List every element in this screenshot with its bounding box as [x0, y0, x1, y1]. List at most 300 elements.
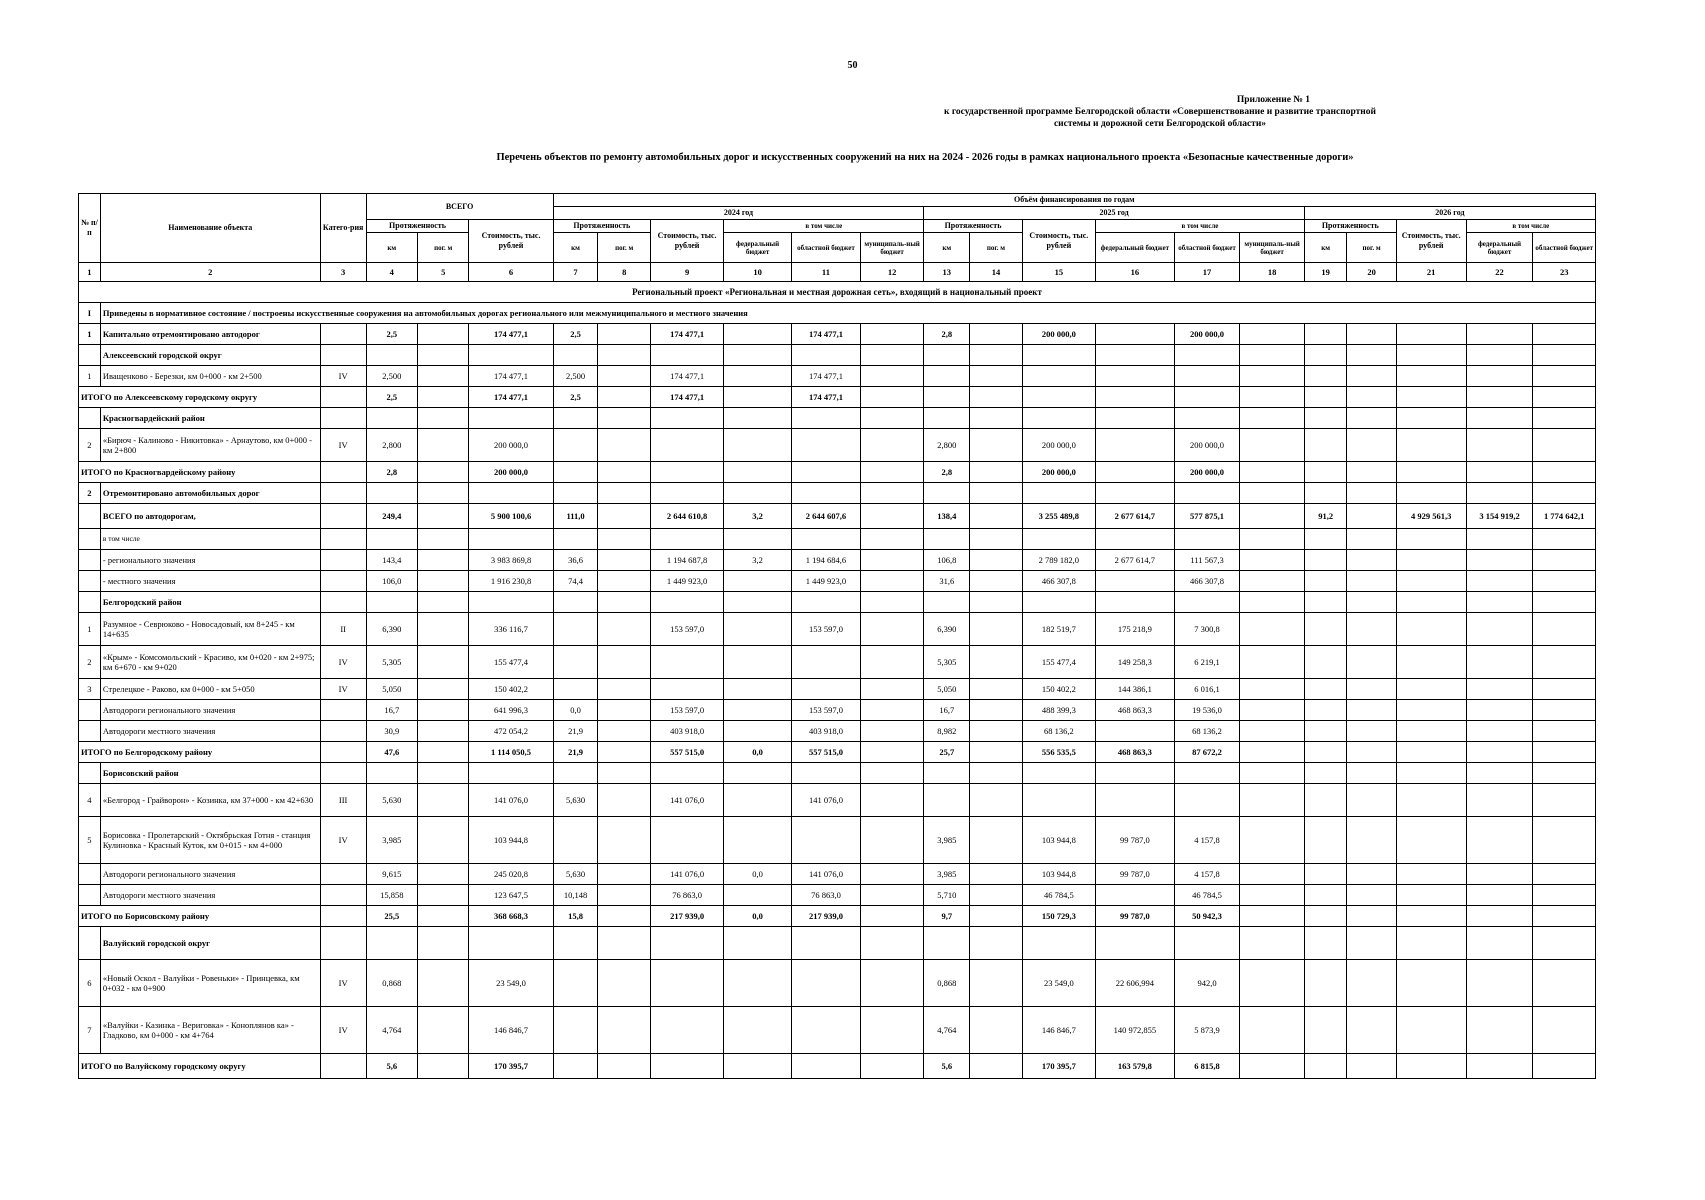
value-cell	[469, 345, 553, 366]
value-cell	[418, 864, 469, 885]
value-cell	[792, 462, 861, 483]
value-cell	[418, 550, 469, 571]
value-cell: 200 000,0	[1174, 462, 1240, 483]
value-cell	[970, 927, 1022, 960]
value-cell	[1240, 784, 1305, 817]
value-cell: 5,305	[366, 646, 417, 679]
district-name: Красногвардейский район	[100, 408, 320, 429]
column-number: 9	[650, 263, 723, 282]
category	[320, 906, 366, 927]
value-cell: 4,764	[924, 1007, 970, 1054]
value-cell	[792, 345, 861, 366]
row-number: 5	[79, 817, 101, 864]
value-cell	[650, 817, 723, 864]
value-cell	[792, 679, 861, 700]
value-cell: 106,8	[924, 550, 970, 571]
value-cell	[418, 1007, 469, 1054]
value-cell	[1347, 462, 1396, 483]
value-cell	[724, 817, 792, 864]
value-cell: 336 116,7	[469, 613, 553, 646]
value-cell	[860, 550, 923, 571]
value-cell: 4,764	[366, 1007, 417, 1054]
value-cell	[924, 483, 970, 504]
value-cell: 31,6	[924, 571, 970, 592]
value-cell	[1022, 387, 1095, 408]
header-2025-km: км	[924, 233, 970, 263]
header-num: № п/п	[79, 194, 101, 263]
value-cell: 3,985	[924, 817, 970, 864]
value-cell	[1396, 646, 1466, 679]
value-cell	[1466, 483, 1533, 504]
table-row	[79, 960, 1596, 1007]
value-cell: 141 076,0	[650, 784, 723, 817]
value-cell	[598, 366, 650, 387]
value-cell	[1466, 429, 1533, 462]
header-2024-km: км	[553, 233, 598, 263]
table-row	[79, 817, 1596, 864]
value-cell: 141 076,0	[792, 864, 861, 885]
table-row	[79, 303, 1596, 324]
value-cell: 6 016,1	[1174, 679, 1240, 700]
category	[320, 550, 366, 571]
value-cell	[418, 387, 469, 408]
value-cell	[1022, 366, 1095, 387]
value-cell: 5,710	[924, 885, 970, 906]
object-name: в том числе	[100, 529, 320, 550]
section-title: Региональный проект «Региональная и местная дорожная сеть», входящий в национальный проект	[79, 282, 1596, 303]
value-cell	[553, 345, 598, 366]
category: IV	[320, 679, 366, 700]
value-cell	[1347, 817, 1396, 864]
objects-table	[78, 193, 1596, 1079]
value-cell: 174 477,1	[792, 366, 861, 387]
value-cell	[924, 592, 970, 613]
value-cell	[970, 592, 1022, 613]
district-name: Алексеевский городской округ	[100, 345, 320, 366]
value-cell	[724, 429, 792, 462]
value-cell: 138,4	[924, 504, 970, 529]
category	[320, 483, 366, 504]
value-cell: 2,5	[553, 387, 598, 408]
header-2026-pogm: пог. м	[1347, 233, 1396, 263]
value-cell	[924, 345, 970, 366]
value-cell	[598, 483, 650, 504]
value-cell: 141 076,0	[469, 784, 553, 817]
value-cell	[1174, 345, 1240, 366]
value-cell	[792, 763, 861, 784]
object-name: - местного значения	[100, 571, 320, 592]
value-cell: 0,868	[924, 960, 970, 1007]
object-name: Борисовка - Пролетарский - Октябрьская Готня - станция Кулиновка - Красный Куток, км 0+015 - км 4+000	[100, 817, 320, 864]
value-cell: 5,305	[924, 646, 970, 679]
value-cell	[970, 462, 1022, 483]
value-cell	[650, 462, 723, 483]
value-cell	[924, 927, 970, 960]
value-cell	[724, 592, 792, 613]
value-cell: 9,615	[366, 864, 417, 885]
value-cell	[650, 679, 723, 700]
value-cell	[418, 906, 469, 927]
value-cell: 46 784,5	[1022, 885, 1095, 906]
value-cell	[1533, 462, 1596, 483]
value-cell: 2 677 614,7	[1095, 504, 1174, 529]
value-cell	[1466, 408, 1533, 429]
value-cell: 249,4	[366, 504, 417, 529]
value-cell	[598, 885, 650, 906]
value-cell	[1533, 366, 1596, 387]
header-2026-cost: Стоимость, тыс. рублей	[1396, 220, 1466, 263]
value-cell	[724, 571, 792, 592]
value-cell: 153 597,0	[650, 613, 723, 646]
value-cell	[1347, 408, 1396, 429]
table-row	[79, 742, 1596, 763]
column-number: 17	[1174, 263, 1240, 282]
value-cell: 403 918,0	[650, 721, 723, 742]
category	[320, 700, 366, 721]
value-cell	[792, 817, 861, 864]
value-cell	[1533, 646, 1596, 679]
value-cell	[650, 763, 723, 784]
value-cell	[598, 429, 650, 462]
value-cell	[418, 784, 469, 817]
object-name: «Белгород - Грайворон» - Козинка, км 37+000 - км 42+630	[100, 784, 320, 817]
value-cell: 466 307,8	[1174, 571, 1240, 592]
value-cell	[1533, 429, 1596, 462]
column-number: 10	[724, 263, 792, 282]
value-cell	[553, 462, 598, 483]
value-cell	[598, 387, 650, 408]
header-2025-cost: Стоимость, тыс. рублей	[1022, 220, 1095, 263]
object-name: Автодороги регионального значения	[100, 864, 320, 885]
value-cell: 1 774 642,1	[1533, 504, 1596, 529]
value-cell	[860, 462, 923, 483]
value-cell	[970, 721, 1022, 742]
object-name: Разумное - Севрюково - Новосадовый, км 8+245 - км 14+635	[100, 613, 320, 646]
value-cell: 6 219,1	[1174, 646, 1240, 679]
value-cell: 111 567,3	[1174, 550, 1240, 571]
category	[320, 742, 366, 763]
column-number: 4	[366, 263, 417, 282]
value-cell	[724, 1054, 792, 1079]
value-cell	[1304, 387, 1347, 408]
value-cell	[724, 408, 792, 429]
row-number: 2	[79, 429, 101, 462]
value-cell	[1240, 885, 1305, 906]
value-cell	[1095, 529, 1174, 550]
value-cell	[598, 529, 650, 550]
value-cell: 488 399,3	[1022, 700, 1095, 721]
header-year-2025: 2025 год	[924, 207, 1305, 220]
row-number	[79, 345, 101, 366]
value-cell	[1240, 721, 1305, 742]
value-cell	[650, 345, 723, 366]
appendix-note	[900, 94, 1420, 130]
category	[320, 927, 366, 960]
value-cell	[1347, 679, 1396, 700]
value-cell	[598, 927, 650, 960]
value-cell	[1022, 345, 1095, 366]
row-number: 1	[79, 324, 101, 345]
category	[320, 885, 366, 906]
value-cell	[1304, 550, 1347, 571]
row-number	[79, 550, 101, 571]
value-cell	[860, 483, 923, 504]
value-cell	[469, 483, 553, 504]
header-total-cost: Стоимость, тыс. рублей	[469, 220, 553, 263]
value-cell	[792, 529, 861, 550]
header-2026-incl: в том числе	[1466, 220, 1595, 233]
value-cell	[970, 613, 1022, 646]
value-cell: 149 258,3	[1095, 646, 1174, 679]
value-cell	[598, 571, 650, 592]
value-cell: 468 863,3	[1095, 700, 1174, 721]
value-cell	[1466, 366, 1533, 387]
value-cell	[418, 462, 469, 483]
value-cell: 5 873,9	[1174, 1007, 1240, 1054]
category	[320, 324, 366, 345]
value-cell	[1396, 483, 1466, 504]
value-cell: 7 300,8	[1174, 613, 1240, 646]
value-cell	[1304, 366, 1347, 387]
value-cell	[1533, 529, 1596, 550]
object-name: «Крым» - Комсомольский - Красиво, км 0+020 - км 2+975; км 6+670 - км 9+020	[100, 646, 320, 679]
value-cell	[1347, 885, 1396, 906]
value-cell	[553, 613, 598, 646]
value-cell	[860, 387, 923, 408]
value-cell: 30,9	[366, 721, 417, 742]
value-cell	[418, 613, 469, 646]
value-cell: 153 597,0	[792, 613, 861, 646]
header-year-2026: 2026 год	[1304, 207, 1595, 220]
value-cell: 50 942,3	[1174, 906, 1240, 927]
value-cell	[1533, 592, 1596, 613]
value-cell: 3,985	[924, 864, 970, 885]
value-cell	[1240, 366, 1305, 387]
value-cell: 577 875,1	[1174, 504, 1240, 529]
header-2024-federal: федеральный бюджет	[724, 233, 792, 263]
value-cell: 111,0	[553, 504, 598, 529]
value-cell	[1304, 763, 1347, 784]
value-cell	[650, 646, 723, 679]
table-row	[79, 429, 1596, 462]
value-cell: 4 157,8	[1174, 817, 1240, 864]
value-cell	[598, 960, 650, 1007]
value-cell: 5,630	[553, 864, 598, 885]
value-cell	[1347, 429, 1396, 462]
value-cell	[724, 885, 792, 906]
value-cell	[1466, 1007, 1533, 1054]
value-cell: 2 644 607,6	[792, 504, 861, 529]
value-cell: 174 477,1	[792, 324, 861, 345]
value-cell	[1396, 366, 1466, 387]
row-number	[79, 721, 101, 742]
value-cell	[1466, 679, 1533, 700]
value-cell: 2,500	[366, 366, 417, 387]
value-cell	[1095, 483, 1174, 504]
value-cell	[970, 700, 1022, 721]
value-cell	[970, 742, 1022, 763]
value-cell: 23 549,0	[469, 960, 553, 1007]
value-cell	[1304, 324, 1347, 345]
value-cell	[724, 679, 792, 700]
value-cell	[1240, 646, 1305, 679]
value-cell	[1022, 592, 1095, 613]
column-number: 11	[792, 263, 861, 282]
value-cell	[1396, 345, 1466, 366]
value-cell	[1466, 550, 1533, 571]
value-cell	[418, 817, 469, 864]
value-cell	[598, 817, 650, 864]
category	[320, 462, 366, 483]
value-cell: 68 136,2	[1174, 721, 1240, 742]
table-row	[79, 763, 1596, 784]
value-cell	[598, 504, 650, 529]
value-cell	[598, 345, 650, 366]
value-cell	[792, 483, 861, 504]
value-cell	[650, 927, 723, 960]
value-cell	[860, 429, 923, 462]
value-cell	[1466, 906, 1533, 927]
column-number: 14	[970, 263, 1022, 282]
column-number: 8	[598, 263, 650, 282]
value-cell	[553, 927, 598, 960]
value-cell	[598, 462, 650, 483]
value-cell	[1347, 700, 1396, 721]
value-cell	[860, 679, 923, 700]
value-cell	[418, 960, 469, 1007]
value-cell: 5,6	[366, 1054, 417, 1079]
value-cell	[1304, 906, 1347, 927]
value-cell	[418, 763, 469, 784]
value-cell	[1022, 784, 1095, 817]
column-number: 15	[1022, 263, 1095, 282]
value-cell	[553, 1054, 598, 1079]
value-cell	[970, 429, 1022, 462]
value-cell	[860, 864, 923, 885]
value-cell	[924, 366, 970, 387]
column-number: 2	[100, 263, 320, 282]
row-number: 7	[79, 1007, 101, 1054]
value-cell	[1347, 864, 1396, 885]
value-cell	[970, 960, 1022, 1007]
object-name: Капитально отремонтировано автодорог	[100, 324, 320, 345]
value-cell	[469, 408, 553, 429]
value-cell: 5,630	[366, 784, 417, 817]
value-cell	[553, 529, 598, 550]
table-row	[79, 408, 1596, 429]
value-cell	[418, 885, 469, 906]
value-cell	[1240, 462, 1305, 483]
value-cell: 0,0	[553, 700, 598, 721]
row-number: 2	[79, 646, 101, 679]
header-2025-federal: федеральный бюджет	[1095, 233, 1174, 263]
value-cell	[598, 784, 650, 817]
value-cell	[970, 906, 1022, 927]
value-cell	[924, 763, 970, 784]
value-cell: 87 672,2	[1174, 742, 1240, 763]
table-row	[79, 550, 1596, 571]
value-cell	[650, 1007, 723, 1054]
row-number: 2	[79, 483, 101, 504]
value-cell	[860, 324, 923, 345]
value-cell: 472 054,2	[469, 721, 553, 742]
value-cell: 6,390	[924, 613, 970, 646]
value-cell	[1174, 408, 1240, 429]
value-cell	[724, 387, 792, 408]
value-cell: 0,0	[724, 742, 792, 763]
value-cell	[553, 960, 598, 1007]
value-cell: 403 918,0	[792, 721, 861, 742]
value-cell	[1304, 721, 1347, 742]
total-label: ИТОГО по Борисовскому району	[79, 906, 321, 927]
row-number: 4	[79, 784, 101, 817]
table-row	[79, 483, 1596, 504]
row-number	[79, 529, 101, 550]
value-cell: 23 549,0	[1022, 960, 1095, 1007]
value-cell	[418, 592, 469, 613]
value-cell	[1347, 906, 1396, 927]
value-cell: 74,4	[553, 571, 598, 592]
value-cell: 155 477,4	[469, 646, 553, 679]
value-cell	[1347, 366, 1396, 387]
value-cell	[1095, 784, 1174, 817]
value-cell	[1095, 408, 1174, 429]
value-cell: 10,148	[553, 885, 598, 906]
value-cell	[1466, 646, 1533, 679]
value-cell	[1347, 763, 1396, 784]
category	[320, 529, 366, 550]
value-cell	[1174, 387, 1240, 408]
table-row	[79, 927, 1596, 960]
value-cell: 8,982	[924, 721, 970, 742]
value-cell	[418, 679, 469, 700]
category	[320, 345, 366, 366]
object-name: Отремонтировано автомобильных дорог	[100, 483, 320, 504]
object-name: Иващенково - Березки, км 0+000 - км 2+500	[100, 366, 320, 387]
header-2026-regional: областной бюджет	[1533, 233, 1596, 263]
value-cell: 200 000,0	[1022, 462, 1095, 483]
table-row	[79, 592, 1596, 613]
value-cell	[1022, 927, 1095, 960]
category: III	[320, 784, 366, 817]
value-cell	[1174, 483, 1240, 504]
value-cell: 21,9	[553, 721, 598, 742]
value-cell	[1304, 529, 1347, 550]
row-number: 1	[79, 366, 101, 387]
value-cell	[970, 408, 1022, 429]
value-cell	[1095, 927, 1174, 960]
value-cell	[1095, 345, 1174, 366]
value-cell	[1304, 592, 1347, 613]
value-cell	[860, 721, 923, 742]
value-cell	[1174, 784, 1240, 817]
value-cell	[724, 1007, 792, 1054]
value-cell	[1396, 906, 1466, 927]
district-name: Валуйский городской округ	[100, 927, 320, 960]
header-2024-pogm: пог. м	[598, 233, 650, 263]
value-cell	[1174, 763, 1240, 784]
header-name: Наименование объекта	[100, 194, 320, 263]
value-cell	[1240, 763, 1305, 784]
header-total-pogm: пог. м	[418, 233, 469, 263]
value-cell	[1304, 571, 1347, 592]
value-cell	[553, 592, 598, 613]
table-row	[79, 864, 1596, 885]
value-cell	[724, 700, 792, 721]
value-cell	[1240, 408, 1305, 429]
value-cell	[792, 429, 861, 462]
value-cell	[970, 1054, 1022, 1079]
